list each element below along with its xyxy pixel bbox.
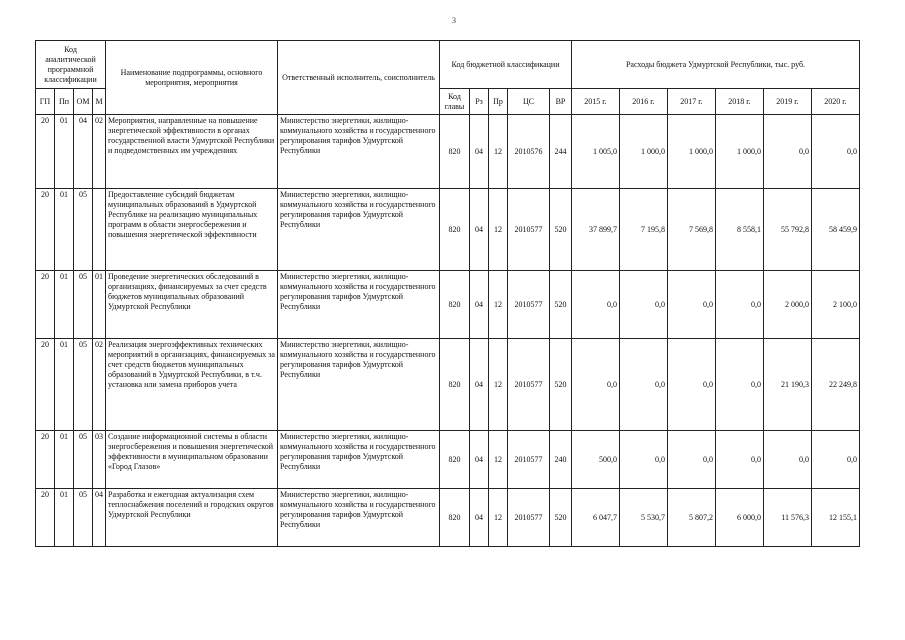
om-header: ОМ bbox=[74, 89, 93, 115]
analytic-code-header: Код аналитической программной классификации bbox=[36, 41, 106, 89]
value-cell: 500,0 bbox=[572, 431, 620, 489]
pp-header: Пп bbox=[55, 89, 74, 115]
value-cell: 1 000,0 bbox=[716, 115, 764, 189]
vr-header: ВР bbox=[550, 89, 572, 115]
value-cell: 11 576,3 bbox=[764, 489, 812, 547]
value-cell: 22 249,8 bbox=[812, 339, 860, 431]
gp-cell: 20 bbox=[36, 115, 55, 189]
value-cell: 37 899,7 bbox=[572, 189, 620, 271]
value-cell: 0,0 bbox=[764, 115, 812, 189]
vr-cell: 520 bbox=[550, 489, 572, 547]
m-cell: 03 bbox=[93, 431, 106, 489]
value-cell: 2 000,0 bbox=[764, 271, 812, 339]
m-cell: 02 bbox=[93, 339, 106, 431]
expenses-header: Расходы бюджета Удмуртской Республики, тыс. руб. bbox=[572, 41, 860, 89]
cs-cell: 2010577 bbox=[508, 431, 550, 489]
gp-header: ГП bbox=[36, 89, 55, 115]
value-cell: 0,0 bbox=[812, 115, 860, 189]
value-cell: 0,0 bbox=[668, 431, 716, 489]
om-cell: 04 bbox=[74, 115, 93, 189]
table-row bbox=[36, 189, 860, 271]
gp-cell: 20 bbox=[36, 339, 55, 431]
rz-cell: 04 bbox=[470, 271, 489, 339]
value-cell: 0,0 bbox=[620, 431, 668, 489]
budget-code-header: Код бюджетной классификации bbox=[440, 41, 572, 89]
executor-cell: Министерство энергетики, жилищно-коммунального хозяйства и государственного регулирования тарифов Удмуртской Республики bbox=[278, 115, 440, 189]
vr-cell: 244 bbox=[550, 115, 572, 189]
pp-cell: 01 bbox=[55, 431, 74, 489]
gp-cell: 20 bbox=[36, 431, 55, 489]
value-cell: 0,0 bbox=[572, 271, 620, 339]
cs-cell: 2010577 bbox=[508, 489, 550, 547]
cs-cell: 2010577 bbox=[508, 271, 550, 339]
cs-cell: 2010576 bbox=[508, 115, 550, 189]
pp-cell: 01 bbox=[55, 489, 74, 547]
kod-glavy-cell: 820 bbox=[440, 431, 470, 489]
pp-cell: 01 bbox=[55, 271, 74, 339]
value-cell: 6 000,0 bbox=[716, 489, 764, 547]
executor-cell: Министерство энергетики, жилищно-коммунального хозяйства и государственного регулирования тарифов Удмуртской Республики bbox=[278, 489, 440, 547]
pp-cell: 01 bbox=[55, 339, 74, 431]
value-cell: 0,0 bbox=[620, 339, 668, 431]
om-cell: 05 bbox=[74, 271, 93, 339]
value-cell: 1 000,0 bbox=[668, 115, 716, 189]
gp-cell: 20 bbox=[36, 189, 55, 271]
cs-header: ЦС bbox=[508, 89, 550, 115]
value-cell: 7 569,8 bbox=[668, 189, 716, 271]
pr-cell: 12 bbox=[489, 431, 508, 489]
pr-cell: 12 bbox=[489, 489, 508, 547]
name-cell: Создание информационной системы в области энергосбережения и повышения энергетической эффективности в муниципальном образовании «Город Глазов» bbox=[106, 431, 278, 489]
year-header: 2020 г. bbox=[812, 89, 860, 115]
pr-header: Пр bbox=[489, 89, 508, 115]
vr-cell: 520 bbox=[550, 189, 572, 271]
value-cell: 12 155,1 bbox=[812, 489, 860, 547]
page-number: 3 bbox=[452, 16, 456, 25]
rz-cell: 04 bbox=[470, 431, 489, 489]
m-cell: 02 bbox=[93, 115, 106, 189]
executor-cell: Министерство энергетики, жилищно-коммунального хозяйства и государственного регулирования тарифов Удмуртской Республики bbox=[278, 271, 440, 339]
executor-header: Ответственный исполнитель, соисполнитель bbox=[278, 41, 440, 115]
budget-table bbox=[35, 40, 860, 547]
cs-cell: 2010577 bbox=[508, 339, 550, 431]
vr-cell: 240 bbox=[550, 431, 572, 489]
value-cell: 2 100,0 bbox=[812, 271, 860, 339]
executor-cell: Министерство энергетики, жилищно-коммунального хозяйства и государственного регулирования тарифов Удмуртской Республики bbox=[278, 189, 440, 271]
value-cell: 0,0 bbox=[668, 339, 716, 431]
om-cell: 05 bbox=[74, 431, 93, 489]
table-row bbox=[36, 115, 860, 189]
om-cell: 05 bbox=[74, 339, 93, 431]
value-cell: 8 558,1 bbox=[716, 189, 764, 271]
year-header: 2017 г. bbox=[668, 89, 716, 115]
table-row bbox=[36, 431, 860, 489]
m-cell: 04 bbox=[93, 489, 106, 547]
vr-cell: 520 bbox=[550, 339, 572, 431]
pr-cell: 12 bbox=[489, 339, 508, 431]
om-cell: 05 bbox=[74, 489, 93, 547]
rz-cell: 04 bbox=[470, 189, 489, 271]
rz-cell: 04 bbox=[470, 339, 489, 431]
value-cell: 0,0 bbox=[620, 271, 668, 339]
value-cell: 5 807,2 bbox=[668, 489, 716, 547]
value-cell: 0,0 bbox=[812, 431, 860, 489]
year-header: 2016 г. bbox=[620, 89, 668, 115]
value-cell: 55 792,8 bbox=[764, 189, 812, 271]
rz-cell: 04 bbox=[470, 115, 489, 189]
executor-cell: Министерство энергетики, жилищно-коммунального хозяйства и государственного регулирования тарифов Удмуртской Республики bbox=[278, 339, 440, 431]
pr-cell: 12 bbox=[489, 271, 508, 339]
value-cell: 0,0 bbox=[716, 271, 764, 339]
table-row bbox=[36, 339, 860, 431]
value-cell: 5 530,7 bbox=[620, 489, 668, 547]
value-cell: 6 047,7 bbox=[572, 489, 620, 547]
name-cell: Разработка и ежегодная актуализация схем теплоснабжения поселений и городских округов Удмуртской Республики bbox=[106, 489, 278, 547]
pp-cell: 01 bbox=[55, 189, 74, 271]
value-cell: 0,0 bbox=[716, 339, 764, 431]
value-cell: 58 459,9 bbox=[812, 189, 860, 271]
om-cell: 05 bbox=[74, 189, 93, 271]
kod-glavy-cell: 820 bbox=[440, 339, 470, 431]
gp-cell: 20 bbox=[36, 271, 55, 339]
kod-glavy-cell: 820 bbox=[440, 115, 470, 189]
value-cell: 1 000,0 bbox=[620, 115, 668, 189]
kod-glavy-cell: 820 bbox=[440, 489, 470, 547]
value-cell: 1 005,0 bbox=[572, 115, 620, 189]
kod-glavy-header: Код главы bbox=[440, 89, 470, 115]
value-cell: 0,0 bbox=[716, 431, 764, 489]
rz-cell: 04 bbox=[470, 489, 489, 547]
name-cell: Предоставление субсидий бюджетам муниципальных образований в Удмуртской Республике на реализацию муниципальных программ в области энергосбережения и повышения энергетической эффективности bbox=[106, 189, 278, 271]
year-header: 2015 г. bbox=[572, 89, 620, 115]
pp-cell: 01 bbox=[55, 115, 74, 189]
m-cell bbox=[93, 189, 106, 271]
value-cell: 0,0 bbox=[668, 271, 716, 339]
kod-glavy-cell: 820 bbox=[440, 189, 470, 271]
table-row bbox=[36, 489, 860, 547]
name-cell: Проведение энергетических обследований в организациях, финансируемых за счет средств бюджетов муниципальных образований Удмуртской Республики bbox=[106, 271, 278, 339]
m-cell: 01 bbox=[93, 271, 106, 339]
m-header: М bbox=[93, 89, 106, 115]
name-header: Наименование подпрограммы, основного мероприятия, мероприятия bbox=[106, 41, 278, 115]
value-cell: 7 195,8 bbox=[620, 189, 668, 271]
table-row bbox=[36, 271, 860, 339]
executor-cell: Министерство энергетики, жилищно-коммунального хозяйства и государственного регулирования тарифов Удмуртской Республики bbox=[278, 431, 440, 489]
name-cell: Реализация энергоэффективных технических мероприятий в организациях, финансируемых за счет средств бюджетов муниципальных образований в Удмуртской Республики, в т.ч. установка или замена приборов учета bbox=[106, 339, 278, 431]
value-cell: 0,0 bbox=[572, 339, 620, 431]
year-header: 2019 г. bbox=[764, 89, 812, 115]
value-cell: 0,0 bbox=[764, 431, 812, 489]
gp-cell: 20 bbox=[36, 489, 55, 547]
kod-glavy-cell: 820 bbox=[440, 271, 470, 339]
pr-cell: 12 bbox=[489, 189, 508, 271]
year-header: 2018 г. bbox=[716, 89, 764, 115]
value-cell: 21 190,3 bbox=[764, 339, 812, 431]
vr-cell: 520 bbox=[550, 271, 572, 339]
rz-header: Рз bbox=[470, 89, 489, 115]
pr-cell: 12 bbox=[489, 115, 508, 189]
cs-cell: 2010577 bbox=[508, 189, 550, 271]
name-cell: Мероприятия, направленные на повышение энергетической эффективности в органах государственной власти Удмуртской Республики и подведомственных им учреждениях bbox=[106, 115, 278, 189]
